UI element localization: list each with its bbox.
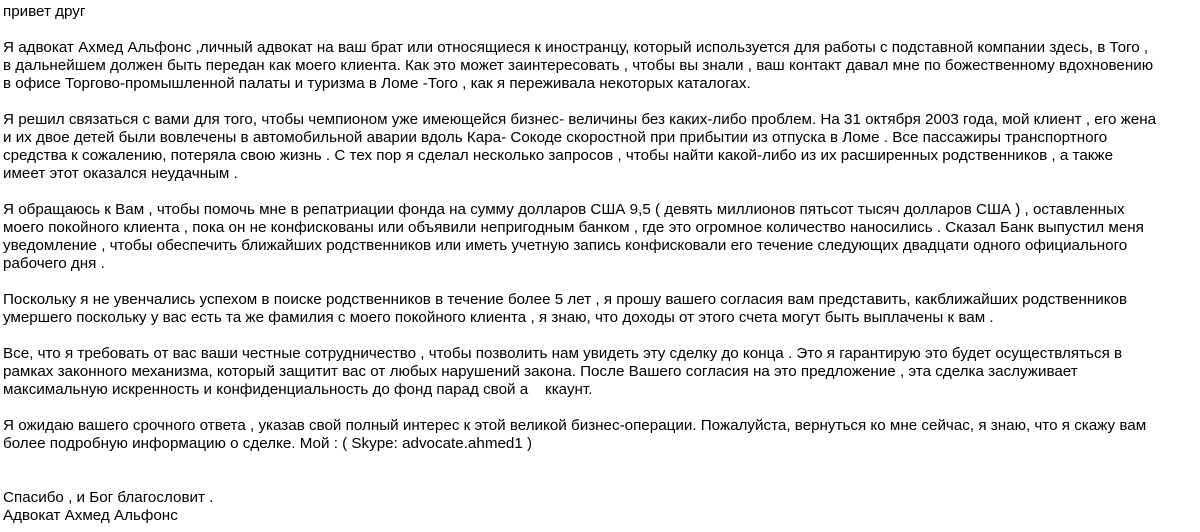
- text-line: Все, что я требовать от вас ваши честные сотрудничество , чтобы позволить нам увидеть эту сделку до конца . Это я гарантирую это будет осуществляться в: [3, 345, 1123, 362]
- text-line: и их двое детей были вовлечены в автомобильной аварии вдоль Кара- Сокоде скоростной при прибытии из отпуска в Ломе . Все пассажиры транспортного: [3, 129, 1108, 146]
- text-line: средства к сожалению, потеряла свою жизнь . С тех пор я сделал несколько запросов , чтобы найти какой-либо из их расширенных родственников , а также: [3, 147, 1114, 164]
- text-line: в дальнейшем должен быть передан как моего клиента. Как это может заинтересовать , чтобы вы знали , ваш контакт давал мне по божественному вдохновению: [3, 57, 1154, 74]
- text-line: более подробную информацию о сделке. Мой : ( Skype: advocate.ahmed1 ): [3, 435, 533, 452]
- text-line: максимальную искренность и конфиденциальность до фонд парад свой а ккаунт.: [3, 381, 593, 398]
- email-body: [3, 3, 1197, 525]
- text-line: рамках законного механизма, который защитит вас от любых нарушений закона. После Вашего согласия на это предложение , эта сделка заслуживает: [3, 363, 1078, 380]
- text-line: в офисе Торгово-промышленной палаты и туризма в Ломе -Того , как я переживала некоторых каталогах.: [3, 75, 751, 92]
- paragraph-cooperation: [3, 345, 1197, 399]
- paragraph-contact: [3, 417, 1197, 453]
- text-line: Я адвокат Ахмед Альфонс ,личный адвокат на ваш брат или относящиеся к иностранцу, который используется для работы с подставной компании здесь, в Того ,: [3, 39, 1149, 56]
- paragraph-accident: [3, 111, 1197, 183]
- text-line: Я ожидаю вашего срочного ответа , указав свой полный интерес к этой великой бизнес-операции. Пожалуйста, вернуться ко мне сейчас, я знаю, что я скажу вам: [3, 417, 1147, 434]
- signature: Адвокат Ахмед Альфонс: [3, 507, 178, 524]
- text-line: умершего поскольку у вас есть та же фамилия с моего покойного клиента , я знаю, что доходы от этого счета могут быть выплачены к вам .: [3, 309, 994, 326]
- paragraph-fund-request: [3, 201, 1197, 273]
- text-line: моего покойного клиента , пока он не конфискованы или объявили непригодным банком , где это огромное количество наносились . Сказал Банк выпустил меня: [3, 219, 1144, 236]
- text-line: Я обращаюсь к Вам , чтобы помочь мне в репатриации фонда на сумму долларов США 9,5 ( девять миллионов пятьсот тысяч долларов США ) , оставленных: [3, 201, 1125, 218]
- paragraph-relatives: [3, 291, 1197, 327]
- text-line: имеет этот оказался неудачным .: [3, 165, 238, 182]
- text-line: Я решил связаться с вами для того, чтобы чемпионом уже имеющейся бизнес- величины без каких-либо проблем. На 31 октября 2003 года, мой клиент , его жена: [3, 111, 1157, 128]
- greeting: привет друг: [3, 3, 86, 20]
- text-line: рабочего дня .: [3, 255, 105, 272]
- text-line: уведомление , чтобы обеспечить ближайших родственников или иметь учетную запись конфисковали его течение следующих двадцати одного официального: [3, 237, 1128, 254]
- closing-line: Спасибо , и Бог благословит .: [3, 489, 214, 506]
- text-line: Поскольку я не увенчались успехом в поиске родственников в течение более 5 лет , я прошу вашего согласия вам представить, какближайших родственников: [3, 291, 1128, 308]
- paragraph-introduction: [3, 39, 1197, 93]
